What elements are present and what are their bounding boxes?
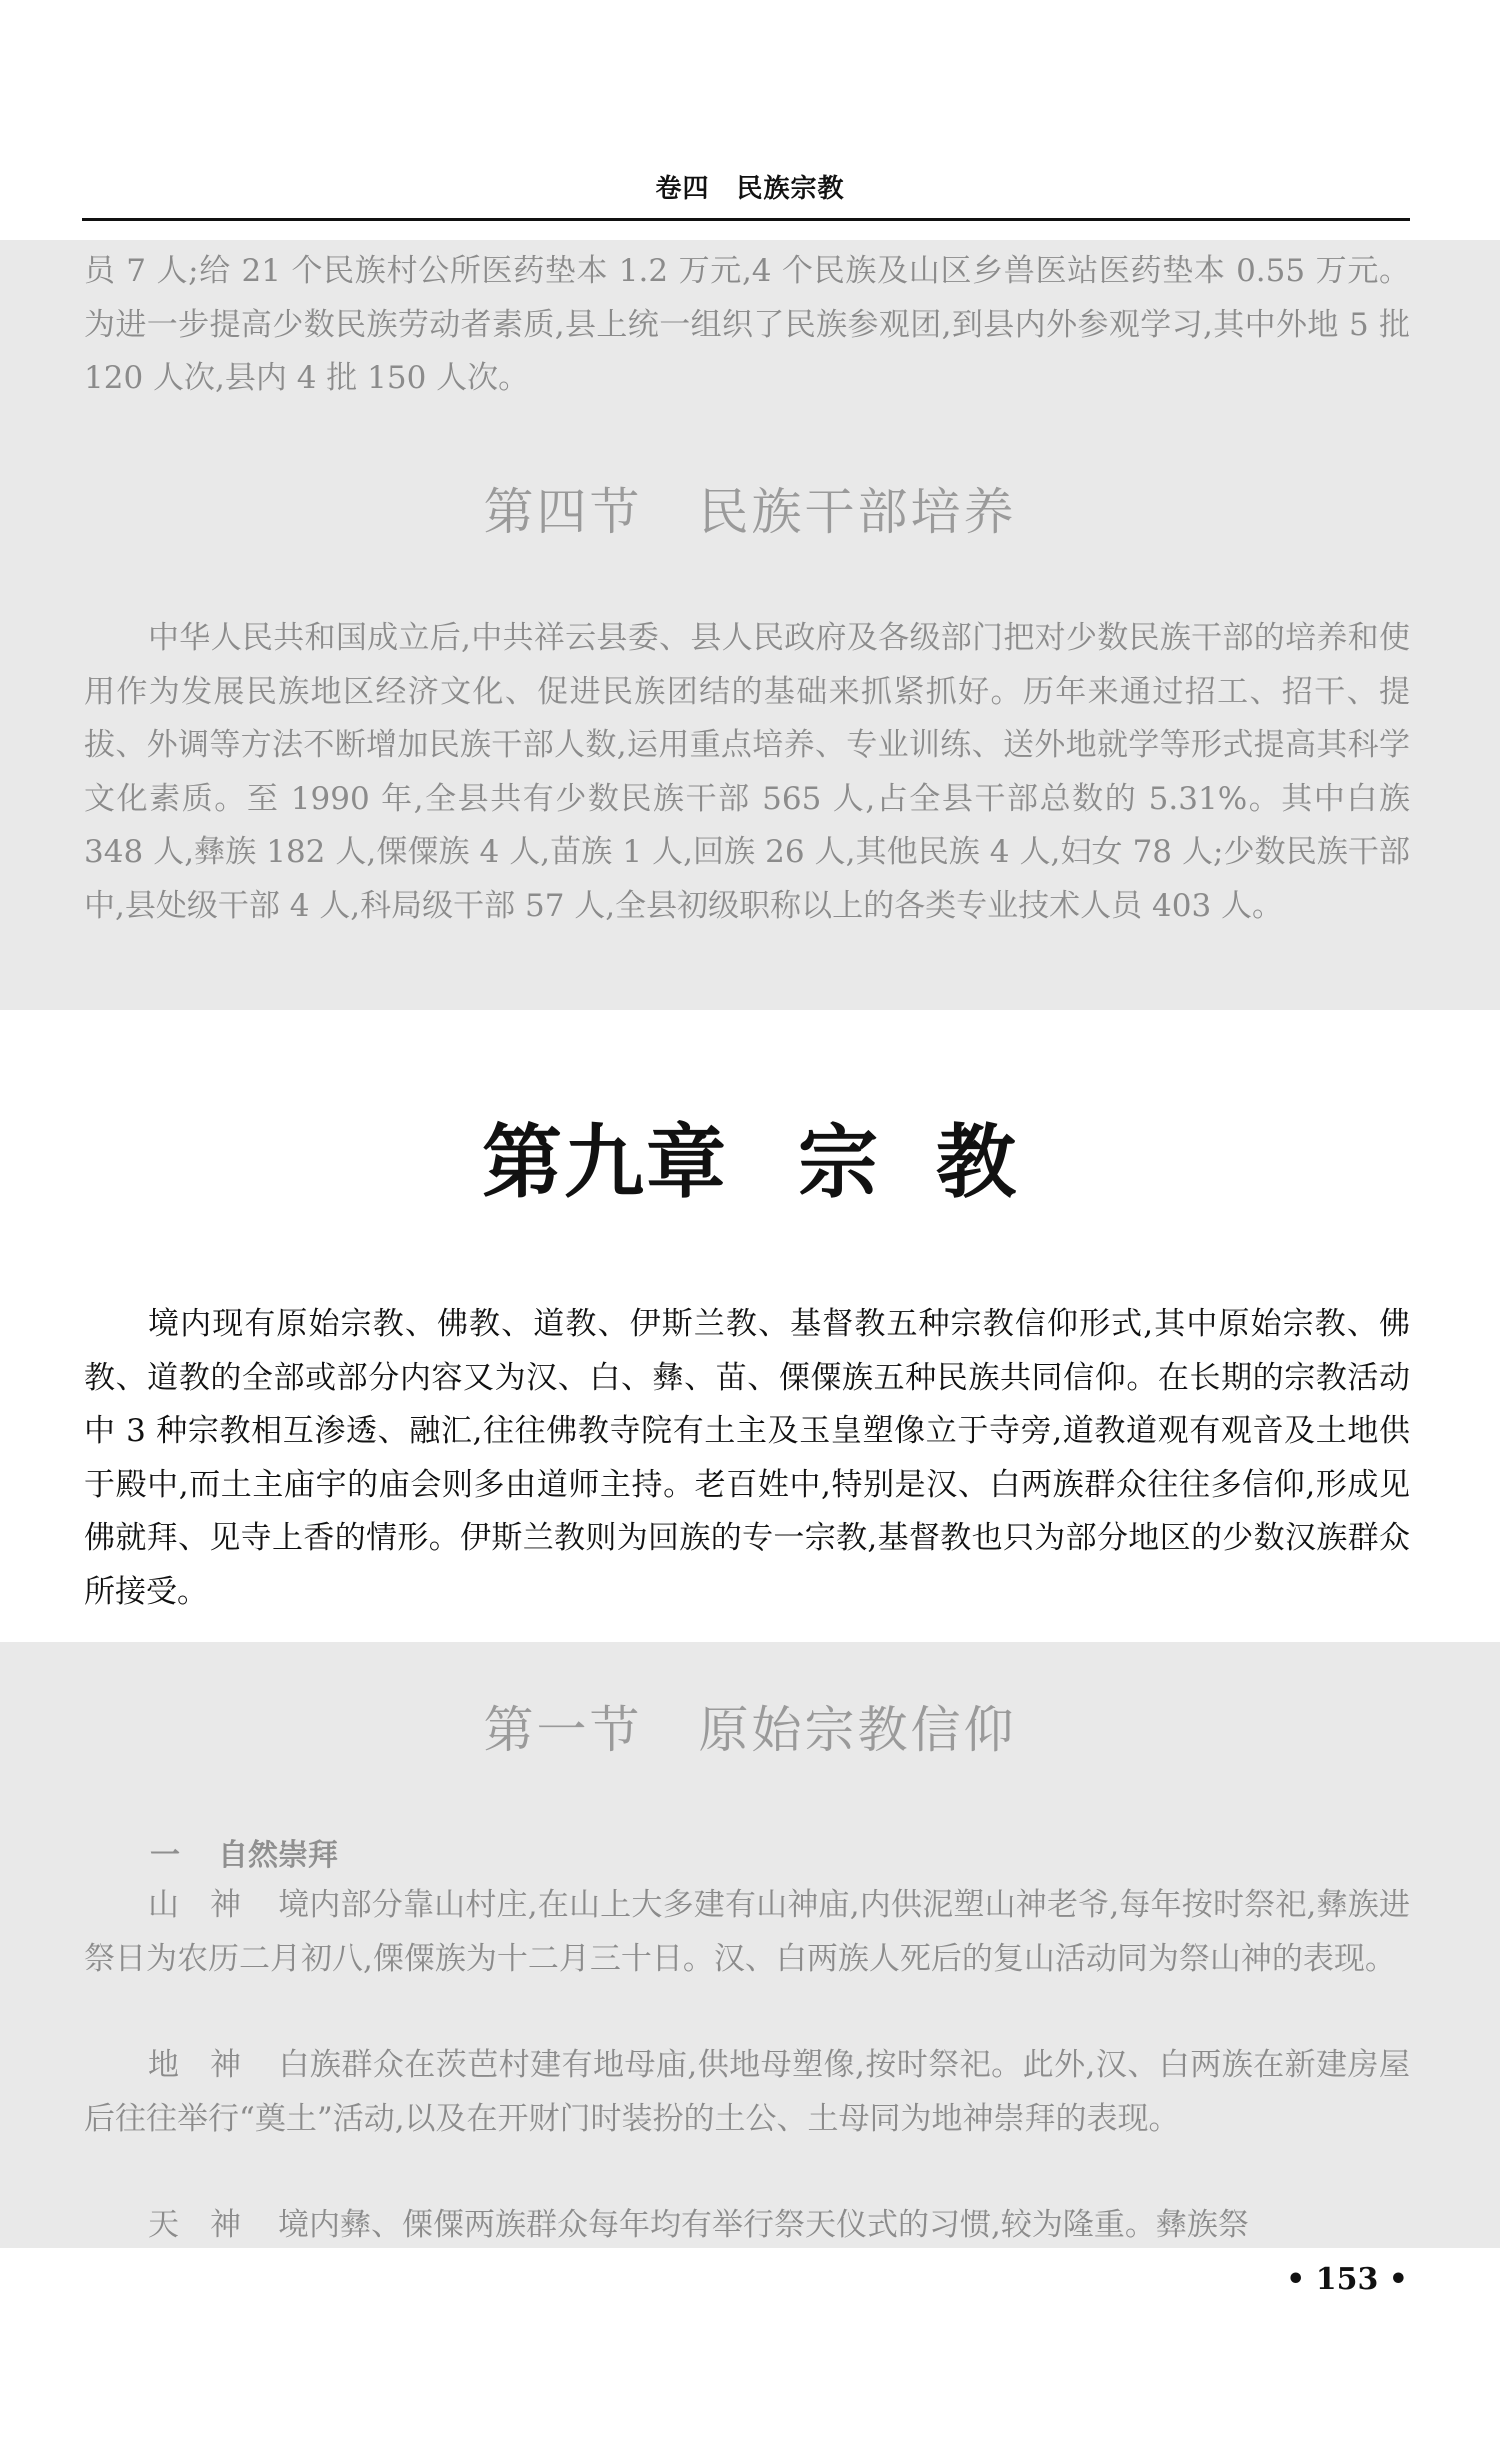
continuation-paragraph: 员 7 人;给 21 个民族村公所医药垫本 1.2 万元,4 个民族及山区乡兽医站医药垫本 0.55 万元。为进一步提高少数民族劳动者素质,县上统一组织了民族参观团,到县内外参观学习,其中外地 5 批 120 人次,县内 4 批 150 人次。 bbox=[84, 253, 1410, 396]
page-number: • 153 • bbox=[1286, 2262, 1408, 2297]
subheading-number: 一 bbox=[150, 1838, 180, 1873]
header-rule bbox=[82, 218, 1410, 221]
chapter-word-1: 宗 bbox=[798, 1115, 880, 1209]
section-heading-4 bbox=[0, 472, 1500, 544]
section-title: 民族干部培养 bbox=[698, 483, 1017, 541]
subheading bbox=[150, 1830, 338, 1874]
entry-paragraph bbox=[84, 2199, 1410, 2253]
entry-paragraph bbox=[84, 2039, 1410, 2146]
subheading-text: 自然崇拜 bbox=[218, 1838, 338, 1873]
entry-text: 白族群众在茨芭村建有地母庙,供地母塑像,按时祭祀。此外,汉、白两族在新建房屋后往往举行“奠土”活动,以及在开财门时装扮的土公、土母同为地神崇拜的表现。 bbox=[84, 2047, 1410, 2137]
entry-paragraph bbox=[84, 1879, 1410, 1986]
section-heading-1 bbox=[0, 1690, 1500, 1762]
entry-term: 天 神 bbox=[148, 2207, 241, 2243]
chapter-number: 第九章 bbox=[482, 1115, 728, 1209]
chapter-word-2: 教 bbox=[936, 1115, 1018, 1209]
running-header: 卷四 民族宗教 bbox=[655, 174, 845, 204]
section4-paragraph: 中华人民共和国成立后,中共祥云县委、县人民政府及各级部门把对少数民族干部的培养和使用作为发展民族地区经济文化、促进民族团结的基础来抓紧抓好。历年来通过招工、招干、提拔、外调等方法不断增加民族干部人数,运用重点培养、专业训练、送外地就学等形式提高其科学文化素质。至 1990 年,全县共有少数民族干部 565 人,占全县干部总数的 5.31%。其中白族 348 人,彝族 182 人,傈僳族 4 人,苗族 1 人,回族 26 人,其他民族 4 人,妇女 78 人;少数民族干部中,县处级干部 4 人,科局级干部 57 人,全县初级职称以上的各类专业技术人员 403 人。 bbox=[84, 620, 1410, 924]
entry-term: 地 神 bbox=[148, 2047, 241, 2083]
entry-term: 山 神 bbox=[148, 1887, 241, 1923]
section-number: 第一节 bbox=[483, 1701, 643, 1759]
section-title: 原始宗教信仰 bbox=[698, 1701, 1017, 1759]
entry-text: 境内彝、傈僳两族群众每年均有举行祭天仪式的习惯,较为隆重。彝族祭 bbox=[278, 2207, 1249, 2243]
chapter-title bbox=[0, 1098, 1500, 1213]
chapter-intro-paragraph: 境内现有原始宗教、佛教、道教、伊斯兰教、基督教五种宗教信仰形式,其中原始宗教、佛教、道教的全部或部分内容又为汉、白、彝、苗、傈僳族五种民族共同信仰。在长期的宗教活动中 3 种宗教相互渗透、融汇,往往佛教寺院有土主及玉皇塑像立于寺旁,道教道观有观音及土地供于殿中,而土主庙宇的庙会则多由道师主持。老百姓中,特别是汉、白两族群众往往多信仰,形成见佛就拜、见寺上香的情形。伊斯兰教则为回族的专一宗教,基督教也只为部分地区的少数汉族群众所接受。 bbox=[84, 1306, 1410, 1610]
section-number: 第四节 bbox=[483, 483, 643, 541]
entry-text: 境内部分靠山村庄,在山上大多建有山神庙,内供泥塑山神老爷,每年按时祭祀,彝族进祭日为农历二月初八,傈僳族为十二月三十日。汉、白两族人死后的复山活动同为祭山神的表现。 bbox=[84, 1887, 1410, 1977]
